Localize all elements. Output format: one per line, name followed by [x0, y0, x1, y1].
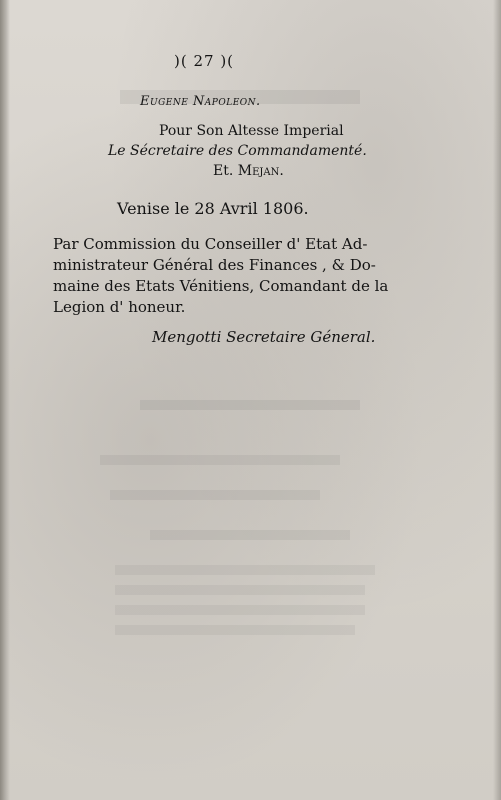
mejan-prefix: Et.: [213, 163, 238, 179]
bleed-through-block-4: [110, 490, 320, 500]
bleed-through-block-9: [115, 625, 355, 635]
page-number: )( 27 )(: [174, 52, 235, 70]
mejan-name: Mejan: [237, 163, 280, 179]
closing-signature: Mengotti Secretaire Géneral.: [152, 328, 376, 346]
signatory-name: Eugene Napoleon.: [140, 94, 261, 109]
paragraph-line-2: ministrateur Général des Finances , & Do-: [53, 256, 376, 274]
mejan-suffix: .: [279, 163, 284, 179]
bleed-through-block-6: [115, 565, 375, 575]
mejan-line: [213, 163, 284, 179]
paragraph-line-3: maine des Etats Vénitiens, Comandant de la: [53, 277, 389, 295]
paragraph-line-4: Legion d' honeur.: [53, 298, 186, 316]
bleed-through-block-7: [115, 585, 365, 595]
page-left-edge: [0, 0, 10, 800]
bleed-through-block-8: [115, 605, 365, 615]
page-right-edge: [493, 0, 501, 800]
bleed-through-block-2: [140, 400, 360, 410]
altesse-line: Pour Son Altesse Imperial: [159, 123, 344, 139]
bleed-through-block-5: [150, 530, 350, 540]
date-line: Venise le 28 Avril 1806.: [117, 199, 309, 218]
secretaire-line: Le Sécretaire des Commandamenté.: [108, 143, 367, 159]
paragraph-line-1: Par Commission du Conseiller d' Etat Ad-: [53, 235, 368, 253]
bleed-through-block-3: [100, 455, 340, 465]
